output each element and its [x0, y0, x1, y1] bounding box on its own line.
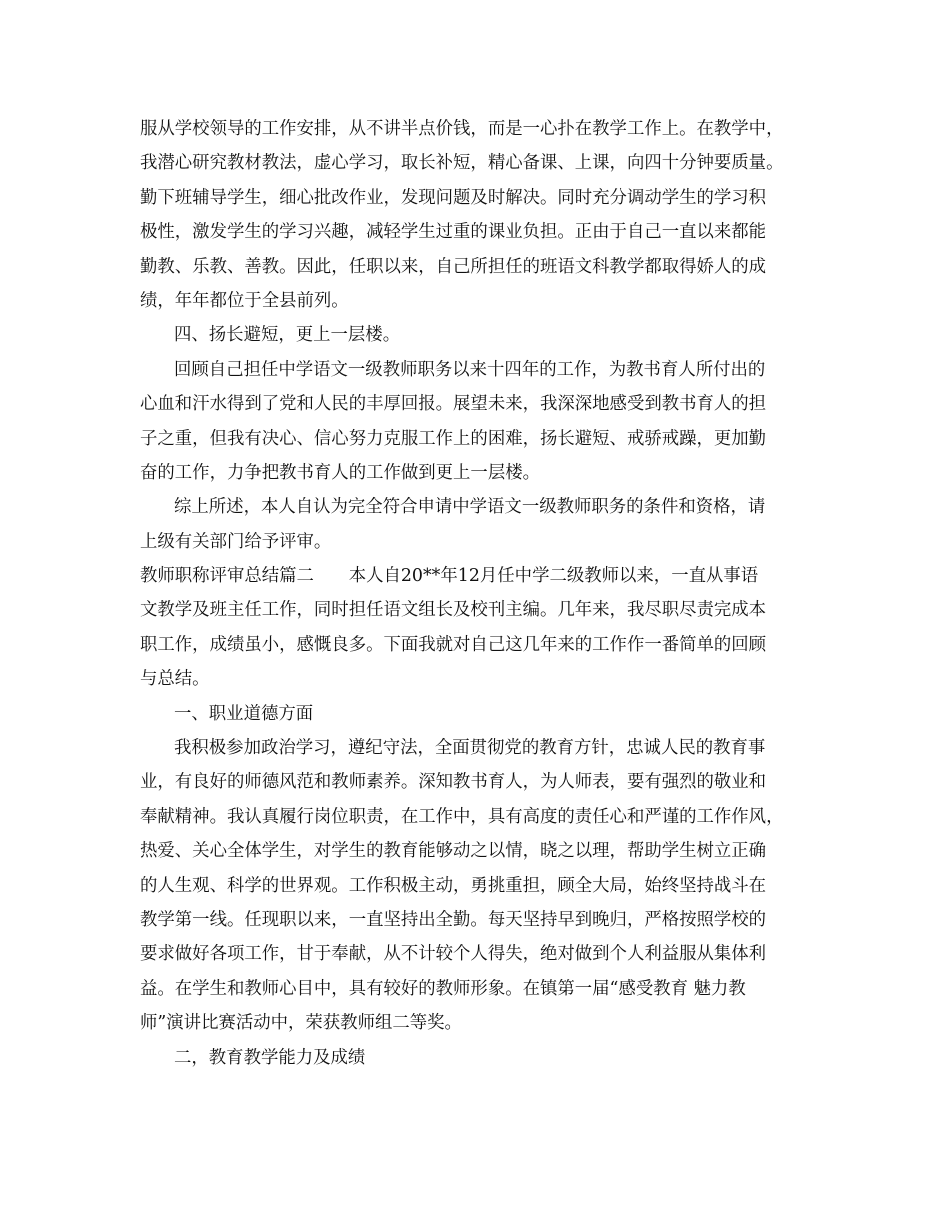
text-line: 要求做好各项工作，甘于奉献，从不计较个人得失，绝对做到个人利益服从集体利 — [140, 944, 767, 965]
text-line: 文教学及班主任工作，同时担任语文组长及校刊主编。几年来，我尽职尽责完成本 — [140, 600, 767, 621]
text-line: 我积极参加政治学习，遵纪守法，全面贯彻党的教育方针，忠诚人民的教育事 — [174, 738, 766, 759]
text-line: 的人生观、科学的世界观。工作积极主动，勇挑重担，顾全大局，始终坚持战斗在 — [140, 875, 767, 896]
text-line: 勤下班辅导学生，细心批改作业，发现问题及时解决。同时充分调动学生的学习积 — [140, 187, 767, 208]
text-line: 二，教育教学能力及成绩 — [174, 1047, 366, 1068]
text-line: 心血和汗水得到了党和人民的丰厚回报。展望未来，我深深地感受到教书育人的担 — [140, 394, 767, 415]
text-line: 业，有良好的师德风范和教师素养。深知教书育人，为人师表，要有强烈的敬业和 — [140, 772, 767, 793]
text-line: 教学第一线。任现职以来，一直坚持出全勤。每天坚持早到晚归，严格按照学校的 — [140, 909, 767, 930]
text-line: 奋的工作，力争把教书育人的工作做到更上一层楼。 — [140, 462, 540, 483]
text-line: 服从学校领导的工作安排，从不讲半点价钱，而是一心扑在教学工作上。在教学中， — [140, 119, 784, 139]
document-body — [140, 112, 815, 1075]
text-line: 与总结。 — [140, 669, 210, 690]
text-line: 综上所述，本人自认为完全符合申请中学语文一级教师职务的条件和资格，请 — [174, 497, 766, 518]
text-line: 四、扬长避短，更上一层楼。 — [174, 325, 401, 346]
text-line: 回顾自己担任中学语文一级教师职务以来十四年的工作，为教书育人所付出的 — [174, 359, 766, 380]
text-line: 我潜心研究教材教法，虚心学习，取长补短，精心备课、上课，向四十分钟要质量。 — [140, 153, 784, 174]
text-line: 奉献精神。我认真履行岗位职责，在工作中，具有高度的责任心和严谨的工作作风， — [140, 806, 784, 827]
text-line: 极性，激发学生的学习兴趣，减轻学生过重的课业负担。正由于自己一直以来都能 — [140, 222, 767, 243]
text-line: 子之重，但我有决心、信心努力克服工作上的困难，扬长避短、戒骄戒躁，更加勤 — [140, 428, 767, 449]
text-line: 职工作，成绩虽小，感慨良多。下面我就对自己这几年来的工作作一番简单的回顾 — [140, 634, 767, 655]
text-line: 教师职称评审总结篇二 本人自20**年12月任中学二级教师以来，一直从事语 — [140, 566, 759, 587]
text-line: 热爱、关心全体学生，对学生的教育能够动之以情，晓之以理，帮助学生树立正确 — [140, 841, 767, 862]
text-line: 一、职业道德方面 — [174, 703, 314, 724]
text-line: 勤教、乐教、善教。因此，任职以来，自己所担任的班语文科教学都取得娇人的成 — [140, 256, 767, 277]
text-line: 师”演讲比赛活动中，荣获教师组二等奖。 — [140, 1013, 462, 1034]
text-line: 绩，年年都位于全县前列。 — [140, 290, 349, 311]
text-line: 益。在学生和教师心目中，具有较好的教师形象。在镇第一届“感受教育 魅力教 — [140, 978, 746, 999]
text-line: 上级有关部门给予评审。 — [140, 531, 332, 552]
